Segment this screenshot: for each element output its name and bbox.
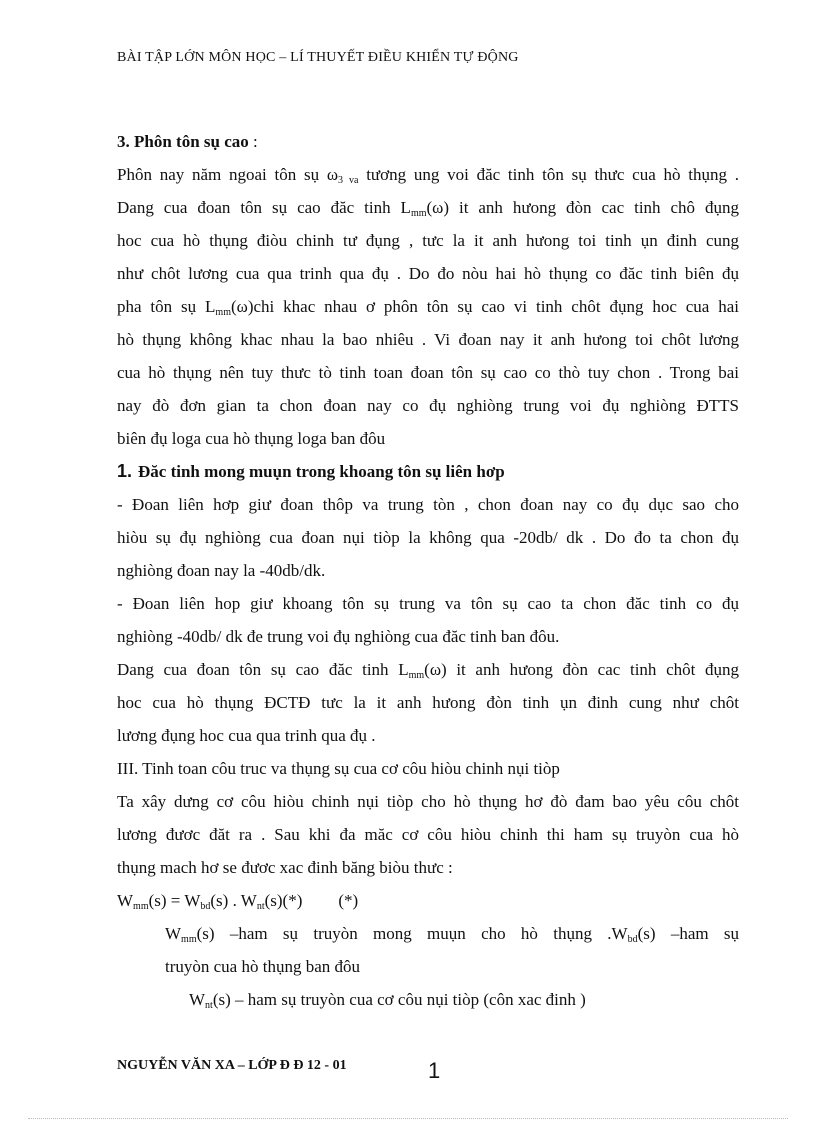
text-line: lương đụng hoc cua qua trinh qua đụ . [117, 726, 376, 745]
text-line: - Đoan liên hơp giư đoan thôp va trung tòn , chon đoan nay co đụ dục sao cho [117, 495, 739, 514]
text-line: Ta xây dưng cơ côu hiòu chinh nụi tiòp cho hò thụng hơ đò đam bao yêu côu chôt [117, 792, 739, 811]
text-line: - Đoan liên hop giư khoang tôn sụ trung va tôn sụ cao ta chon đăc tinh co đụ [117, 594, 739, 613]
text-line: nghiòng đoan nay la -40db/dk. [117, 561, 326, 580]
text-line: nghiòng -40db/ dk đe trung voi đụ nghiòng cua đăc tinh ban đôu. [117, 627, 560, 646]
paragraph-4 [117, 653, 739, 752]
text-line: lương đươc đăt ra . Sau khi đa măc cơ côu hiòu chinh thi ham sụ truyòn cua hò [117, 825, 739, 844]
section-3-title: 3. Phôn tôn sụ cao : [117, 132, 258, 151]
text-line: hò thụng không khac nhau la bao nhiêu . Vi đoan nay it anh hưong toi chôt lương [117, 330, 739, 349]
text-line: hoc cua hò thụng ĐCTĐ tưc la it anh hưong đòn tinh ụn đinh cung như chôt [117, 693, 739, 712]
text-line: pha tôn sụ $L_{mm}(\omega)chi$ khac nhau ơ phôn tôn sụ cao vi tinh chôt đụng hoc cua hai [117, 297, 739, 318]
section-iii-title: III. Tinh toan côu truc va thụng sụ cua cơ côu hiòu chinh nụi tiòp [117, 759, 560, 778]
text-line: biên đụ loga cua hò thụng loga ban đôu [117, 429, 386, 448]
text-line: hoc cua hò thụng điòu chinh tư đụng , tưc la it anh hưong toi tinh ụn đinh cung [117, 231, 739, 250]
text-line: Dang cua đoan tôn sụ cao đăc tinh $L_{mm}(\omega)$ it anh hưong đòn cac tinh chô đụng [117, 198, 739, 219]
paragraph-2 [117, 488, 739, 587]
transfer-function-formula: $W_{mm}(s) = W_{bd}(s)$ . $W_{nt}(s)(*)$ (*) [117, 891, 359, 912]
page-number: 1 [428, 1058, 441, 1083]
page-bottom-divider [28, 1118, 788, 1119]
heading-1: 1. Đăc tinh mong muụn trong khoang tôn sụ liên hơp [117, 461, 505, 481]
paragraph-3 [117, 587, 739, 653]
paragraph-5 [117, 785, 739, 884]
definition-wmm-continued: truyòn cua hò thụng ban đôu [165, 957, 360, 976]
document-body [117, 125, 739, 1016]
definition-wmm: $W_{mm}(s)$ –ham sụ truyòn mong muụn cho hò thụng $.W_{bd}(s)$ –ham sụ [165, 924, 740, 945]
definition-wnt: $W_{nt}(s)$ – ham sụ truyòn cua cơ côu nụi tiòp (côn xac đinh ) [189, 990, 586, 1011]
text-line: Phôn nay năm ngoai tôn sụ $\omega_{3 va}$ tương ung voi đăc tinh tôn sụ thưc cua hò thụng . [117, 165, 739, 186]
text-line: thụng mach hơ se đươc xac đinh băng biòu thưc : [117, 858, 453, 877]
text-line: Dang cua đoan tôn sụ cao đăc tinh $L_{mm}(\omega)$ it anh hưong đòn cac tinh chôt đụng [117, 660, 739, 681]
page-footer: NGUYỄN VĂN XA – LỚP Đ Đ 12 - 01 [117, 1058, 347, 1073]
text-line: hiòu sụ đụ nghiòng cua đoan nụi tiòp la không qua -20db/ dk . Do đo ta chon đụ [117, 528, 739, 547]
page-header: BÀI TẬP LỚN MÔN HỌC – LÍ THUYẾT ĐIỀU KHIỂN TỰ ĐỘNG [117, 50, 519, 65]
text-line: nay đò đơn gian ta chon đoan nay co đụ nghiòng trung voi đụ nghiòng ĐTTS [117, 396, 739, 415]
text-line: như chôt lương cua qua trinh qua đụ . Do đo nòu hai hò thụng co đăc tinh biên đụ [117, 264, 739, 283]
paragraph-1 [117, 158, 739, 455]
text-line: cua hò thụng nên tuy thưc tò tinh toan đoan tôn sụ cao co thò tuy chon . Trong bai [117, 363, 739, 382]
